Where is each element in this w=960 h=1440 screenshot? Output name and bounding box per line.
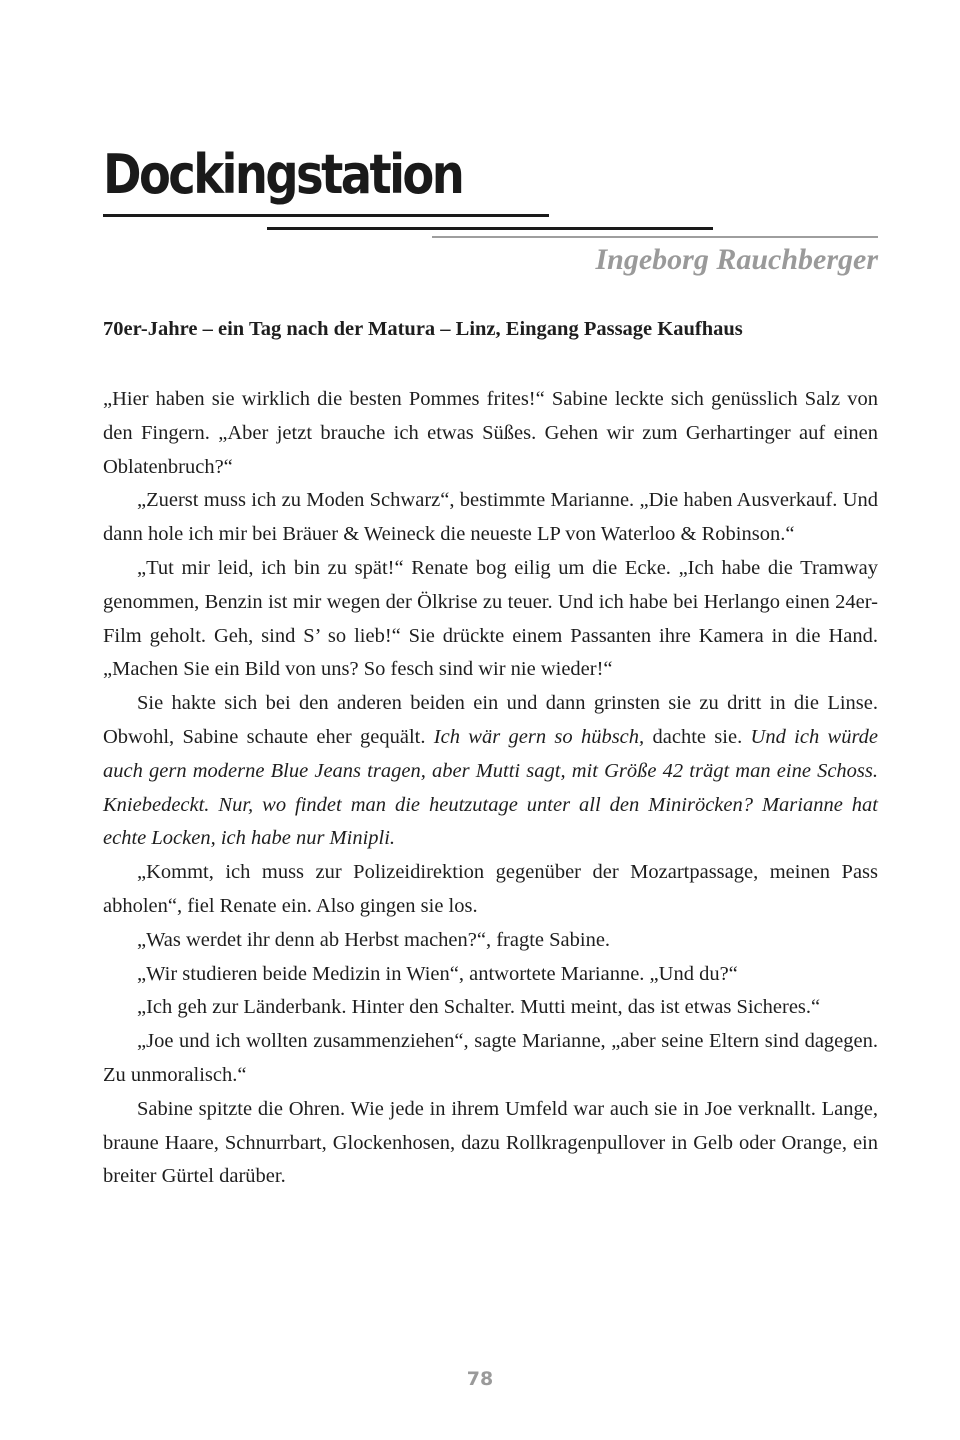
italic-thought: Und ich würde auch gern moderne Blue Jeans tragen, aber Mutti sagt, mit Größe 42 trägt man eine Schoss. Kniebedeckt. Nur, wo findet man die heutzutage unter all den Miniröcken? Marianne hat echte Locken, ich habe nur Minipli.: [103, 725, 879, 850]
title-underline-3: [432, 236, 878, 238]
title-underline-1: [103, 214, 549, 217]
paragraph: „Was werdet ihr denn ab Herbst machen?“, fragte Sabine.: [137, 928, 611, 951]
body-text: [103, 383, 878, 1194]
paragraph: „Hier haben sie wirklich die besten Pommes frites!“ Sabine leckte sich genüsslich Salz von den Fingern. „Aber jetzt brauche ich etwas Süßes. Gehen wir zum Gerhartinger auf einen Oblatenbruch?“: [103, 388, 878, 478]
author-name: Ingeborg Rauchberger: [595, 243, 878, 276]
page-number: 78: [466, 1368, 494, 1390]
paragraph: „Tut mir leid, ich bin zu spät!“ Renate bog eilig um die Ecke. „Ich habe die Tramway genommen, Benzin ist mir wegen der Ölkrise zu teuer. Und ich habe bei Herlango einen 24er-Film geholt. Geh, sind S’ so lieb!“ Sie drückte einem Passanten ihre Kamera in die Hand. „Machen Sie ein Bild von uns? So fesch sind wir nie wieder!“: [103, 556, 878, 681]
paragraph-text: Sie hakte sich bei den anderen beiden ein und dann grinsten sie zu dritt in die Linse. Obwohl, Sabine schaute eher gequält.: [103, 692, 878, 748]
paragraph: „Wir studieren beide Medizin in Wien“, antwortete Marianne. „Und du?“: [137, 962, 738, 985]
title-underline-2: [267, 227, 713, 230]
paragraph: Sabine spitzte die Ohren. Wie jede in ihrem Umfeld war auch sie in Joe verknallt. Lange, braune Haare, Schnurrbart, Glockenhosen, dazu Rollkragenpullover in Gelb oder Orange, ein breiter Gürtel darüber.: [103, 1097, 878, 1188]
italic-thought: Ich wär gern so hübsch,: [433, 725, 645, 748]
paragraph: „Kommt, ich muss zur Polizeidirektion gegenüber der Mozartpassage, meinen Pass abholen“, fiel Renate ein. Also gingen sie los.: [103, 861, 878, 917]
chapter-title: Dockingstation: [103, 143, 463, 206]
scene-subheading: 70er-Jahre – ein Tag nach der Matura – Linz, Eingang Passage Kaufhaus: [103, 318, 743, 340]
paragraph: „Zuerst muss ich zu Moden Schwarz“, bestimmte Marianne. „Die haben Ausverkauf. Und dann hole ich mir bei Bräuer & Weineck die neueste LP von Waterloo & Robinson.“: [103, 489, 878, 546]
paragraph: [103, 687, 878, 856]
paragraph-text: dachte sie.: [644, 725, 751, 748]
paragraph: „Ich geh zur Länderbank. Hinter den Schalter. Mutti meint, das ist etwas Sicheres.“: [137, 996, 821, 1019]
paragraph: „Joe und ich wollten zusammenziehen“, sagte Marianne, „aber seine Eltern sind dagegen. Zu unmoralisch.“: [103, 1030, 878, 1086]
